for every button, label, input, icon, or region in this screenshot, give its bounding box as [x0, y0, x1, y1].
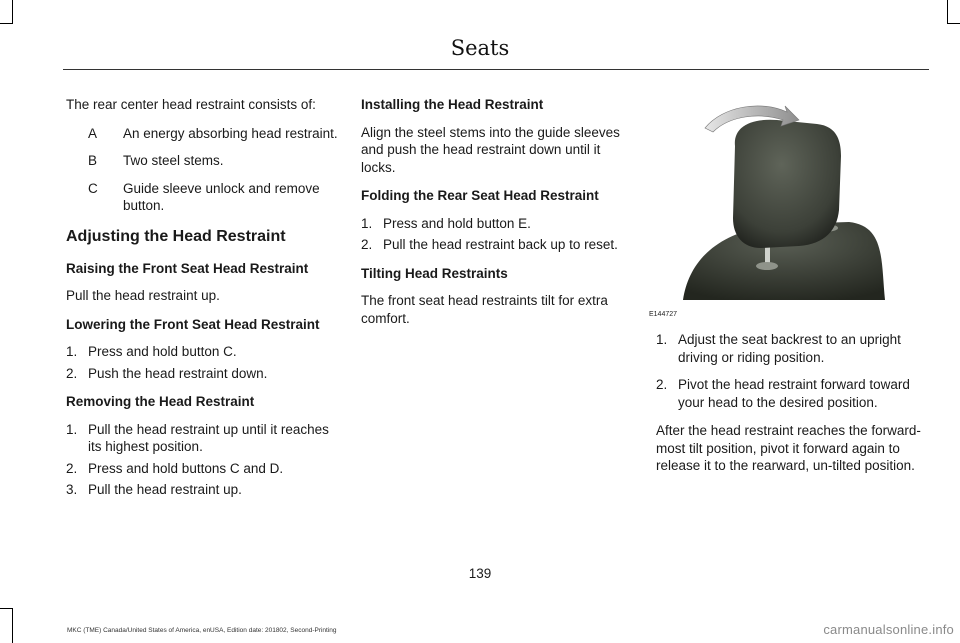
crop-mark	[0, 608, 13, 609]
crop-mark	[12, 0, 13, 24]
header-divider	[63, 69, 929, 70]
installing-text: Align the steel stems into the guide sleeves and push the head restraint down until it locks.	[361, 124, 620, 175]
step-text: Press and hold button C.	[88, 344, 237, 359]
page-title: Seats	[450, 36, 510, 60]
column-right	[656, 331, 932, 486]
step-number: 1.	[656, 332, 668, 347]
parts-desc: Two steel stems.	[123, 153, 224, 168]
step-number: 1.	[66, 344, 78, 359]
list-item	[66, 365, 342, 383]
parts-list	[66, 125, 342, 215]
step-text: Press and hold buttons C and D.	[88, 460, 284, 476]
step-number: 2.	[66, 460, 78, 476]
subheading-lowering: Lowering the Front Seat Head Restraint	[66, 316, 320, 332]
parts-letter: C	[88, 180, 98, 196]
column-left	[66, 96, 342, 510]
parts-desc: An energy absorbing head restraint.	[123, 125, 338, 141]
parts-item	[66, 180, 342, 215]
list-item	[66, 481, 342, 499]
subheading-folding: Folding the Rear Seat Head Restraint	[361, 188, 599, 203]
parts-letter: A	[88, 125, 98, 141]
parts-item	[66, 152, 342, 170]
head-restraint-illustration	[649, 100, 931, 308]
list-item	[66, 460, 342, 478]
after-tilt-text: After the head restraint reaches the forward-most tilt position, pivot it forward again to release it to the rearward, un-tilted position.	[656, 423, 921, 473]
subheading-installing: Installing the Head Restraint	[361, 97, 544, 112]
step-text: Press and hold button E.	[383, 215, 531, 231]
step-number: 1.	[361, 215, 373, 231]
step-text: Pull the head restraint back up to reset.	[383, 237, 618, 252]
list-item	[656, 376, 932, 411]
tilting-text: The front seat head restraints tilt for extra comfort.	[361, 293, 608, 326]
step-text: Pivot the head restraint forward toward your head to the desired position.	[678, 377, 910, 410]
section-heading: Adjusting the Head Restraint	[66, 227, 286, 245]
subheading-raising: Raising the Front Seat Head Restraint	[66, 260, 309, 276]
crop-mark	[0, 23, 13, 24]
subheading-removing: Removing the Head Restraint	[66, 394, 255, 409]
list-item	[361, 236, 635, 254]
parts-item	[66, 125, 342, 143]
parts-letter: B	[88, 153, 98, 168]
column-middle	[361, 96, 635, 338]
step-text: Pull the head restraint up until it reaches its highest position.	[88, 421, 329, 454]
folding-steps	[361, 215, 635, 254]
parts-desc: Guide sleeve unlock and remove button.	[123, 180, 320, 213]
edition-line: MKC (TME) Canada/United States of America, enUSA, Edition date: 201802, Second-Printing	[67, 627, 337, 634]
tilting-steps	[656, 331, 932, 411]
crop-mark	[947, 0, 948, 24]
step-number: 2.	[66, 365, 78, 381]
step-text: Push the head restraint down.	[88, 365, 268, 381]
subheading-tilting: Tilting Head Restraints	[361, 265, 508, 281]
lowering-steps	[66, 343, 342, 382]
step-number: 2.	[361, 237, 373, 252]
step-number: 1.	[66, 421, 78, 437]
step-number: 2.	[656, 377, 668, 392]
step-text: Adjust the seat backrest to an upright driving or riding position.	[678, 332, 901, 365]
intro-text: The rear center head restraint consists of:	[66, 97, 316, 112]
crop-mark	[947, 23, 960, 24]
crop-mark	[12, 608, 13, 643]
step-text: Pull the head restraint up.	[88, 482, 242, 497]
list-item	[361, 215, 635, 233]
removing-steps	[66, 421, 342, 499]
watermark: carmanualsonline.info	[823, 622, 954, 637]
list-item	[656, 331, 932, 366]
figure-code: E144727	[649, 311, 678, 318]
step-number: 3.	[66, 482, 78, 497]
list-item	[66, 421, 342, 456]
raising-text: Pull the head restraint up.	[66, 288, 220, 303]
list-item	[66, 343, 342, 361]
page-number: 139	[468, 566, 492, 581]
